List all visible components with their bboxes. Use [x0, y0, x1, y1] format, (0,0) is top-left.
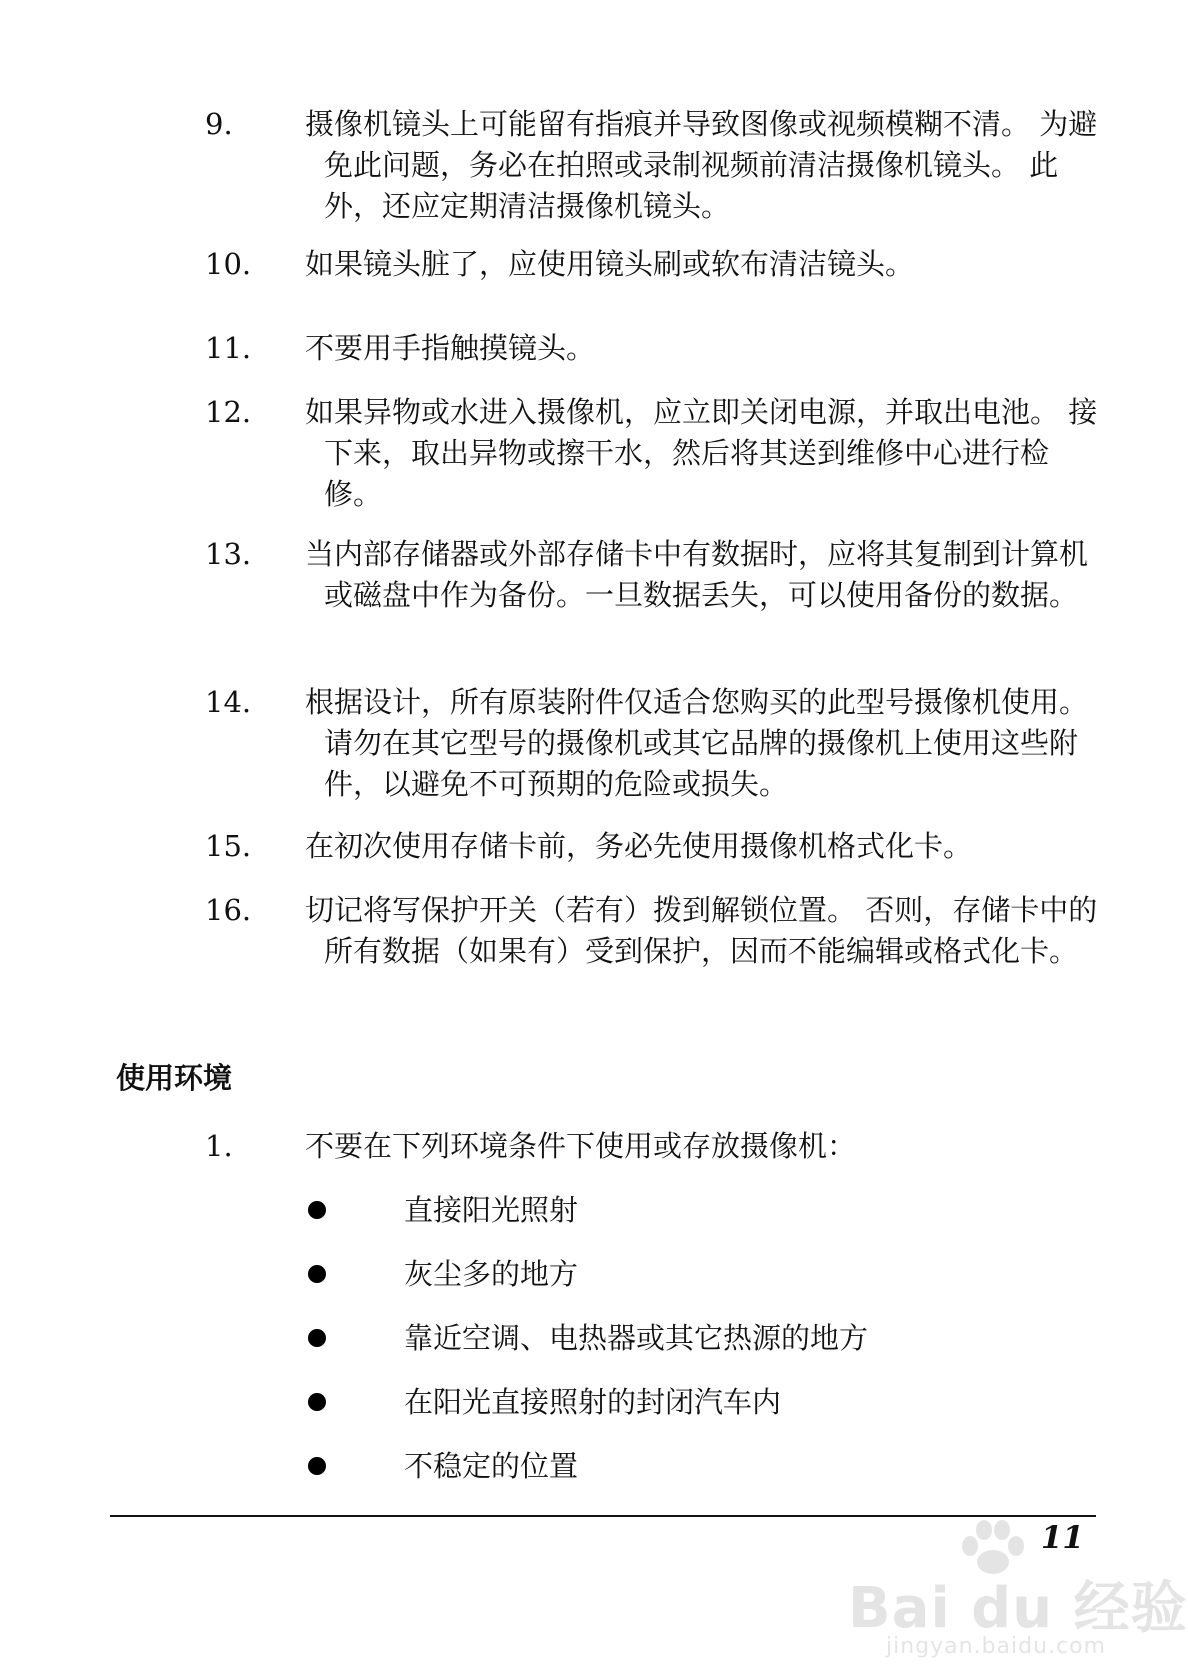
bullet-text: 直接阳光照射 — [404, 1193, 579, 1227]
bullet-item — [308, 1254, 578, 1295]
item-text: 当内部存储器或外部存储卡中有数据时，应将其复制到计算机或磁盘中作为备份。一旦数据丢失，可以使用备份的数据。 — [305, 537, 1089, 612]
bullet-dot-icon — [308, 1457, 326, 1475]
list-item — [205, 392, 1105, 515]
bullet-dot-icon — [308, 1265, 326, 1283]
item-number: 10. — [205, 247, 252, 281]
item-text: 如果异物或水进入摄像机，应立即关闭电源，并取出电池。 接下来，取出异物或擦干水，然后将其送到维修中心进行检修。 — [305, 395, 1098, 511]
item-number: 11. — [205, 331, 252, 365]
bullet-text: 灰尘多的地方 — [404, 1257, 579, 1291]
list-item — [205, 682, 1105, 805]
item-number: 1. — [205, 1129, 233, 1163]
bullet-text: 靠近空调、电热器或其它热源的地方 — [404, 1321, 869, 1355]
watermark-brand: Bai du 经验 — [848, 1576, 1188, 1641]
bullet-dot-icon — [308, 1329, 326, 1347]
bullet-dot-icon — [308, 1201, 326, 1219]
item-text: 不要用手指触摸镜头。 — [305, 331, 596, 365]
item-text: 不要在下列环境条件下使用或存放摄像机： — [305, 1129, 857, 1163]
bullet-item — [308, 1318, 868, 1359]
item-number: 12. — [205, 395, 252, 429]
baidu-watermark — [848, 1516, 1188, 1666]
bullet-text: 不稳定的位置 — [404, 1449, 579, 1483]
list-item — [205, 826, 1105, 867]
list-item — [205, 104, 1105, 227]
list-item — [205, 328, 1105, 369]
item-number: 15. — [205, 829, 252, 863]
list-item — [205, 534, 1105, 616]
bullet-text: 在阳光直接照射的封闭汽车内 — [404, 1385, 782, 1419]
bullet-item — [308, 1190, 578, 1231]
page-number: 11 — [1040, 1520, 1084, 1556]
item-text: 在初次使用存储卡前，务必先使用摄像机格式化卡。 — [305, 829, 973, 863]
list-item — [205, 890, 1105, 972]
item-number: 13. — [205, 537, 252, 571]
item-number: 9. — [205, 107, 233, 141]
item-text: 根据设计，所有原装附件仅适合您购买的此型号摄像机使用。 请勿在其它型号的摄像机或其它品牌的摄像机上使用这些附件，以避免不可预期的危险或损失。 — [305, 685, 1089, 801]
section-heading: 使用环境 — [116, 1061, 233, 1095]
bullet-item — [308, 1446, 578, 1487]
bullet-item — [308, 1382, 781, 1423]
item-text: 切记将写保护开关（若有）拨到解锁位置。 否则，存储卡中的所有数据（如果有）受到保护，因而不能编辑或格式化卡。 — [305, 893, 1098, 968]
item-text: 摄像机镜头上可能留有指痕并导致图像或视频模糊不清。 为避免此问题，务必在拍照或录制视频前清洁摄像机镜头。 此外，还应定期清洁摄像机镜头。 — [305, 107, 1098, 223]
item-number: 14. — [205, 685, 252, 719]
item-number: 16. — [205, 893, 252, 927]
bullet-dot-icon — [308, 1393, 326, 1411]
item-text: 如果镜头脏了，应使用镜头刷或软布清洁镜头。 — [305, 247, 915, 281]
list-item — [205, 1126, 1105, 1167]
list-item — [205, 244, 1105, 285]
watermark-url: jingyan.baidu.com — [886, 1634, 1107, 1659]
